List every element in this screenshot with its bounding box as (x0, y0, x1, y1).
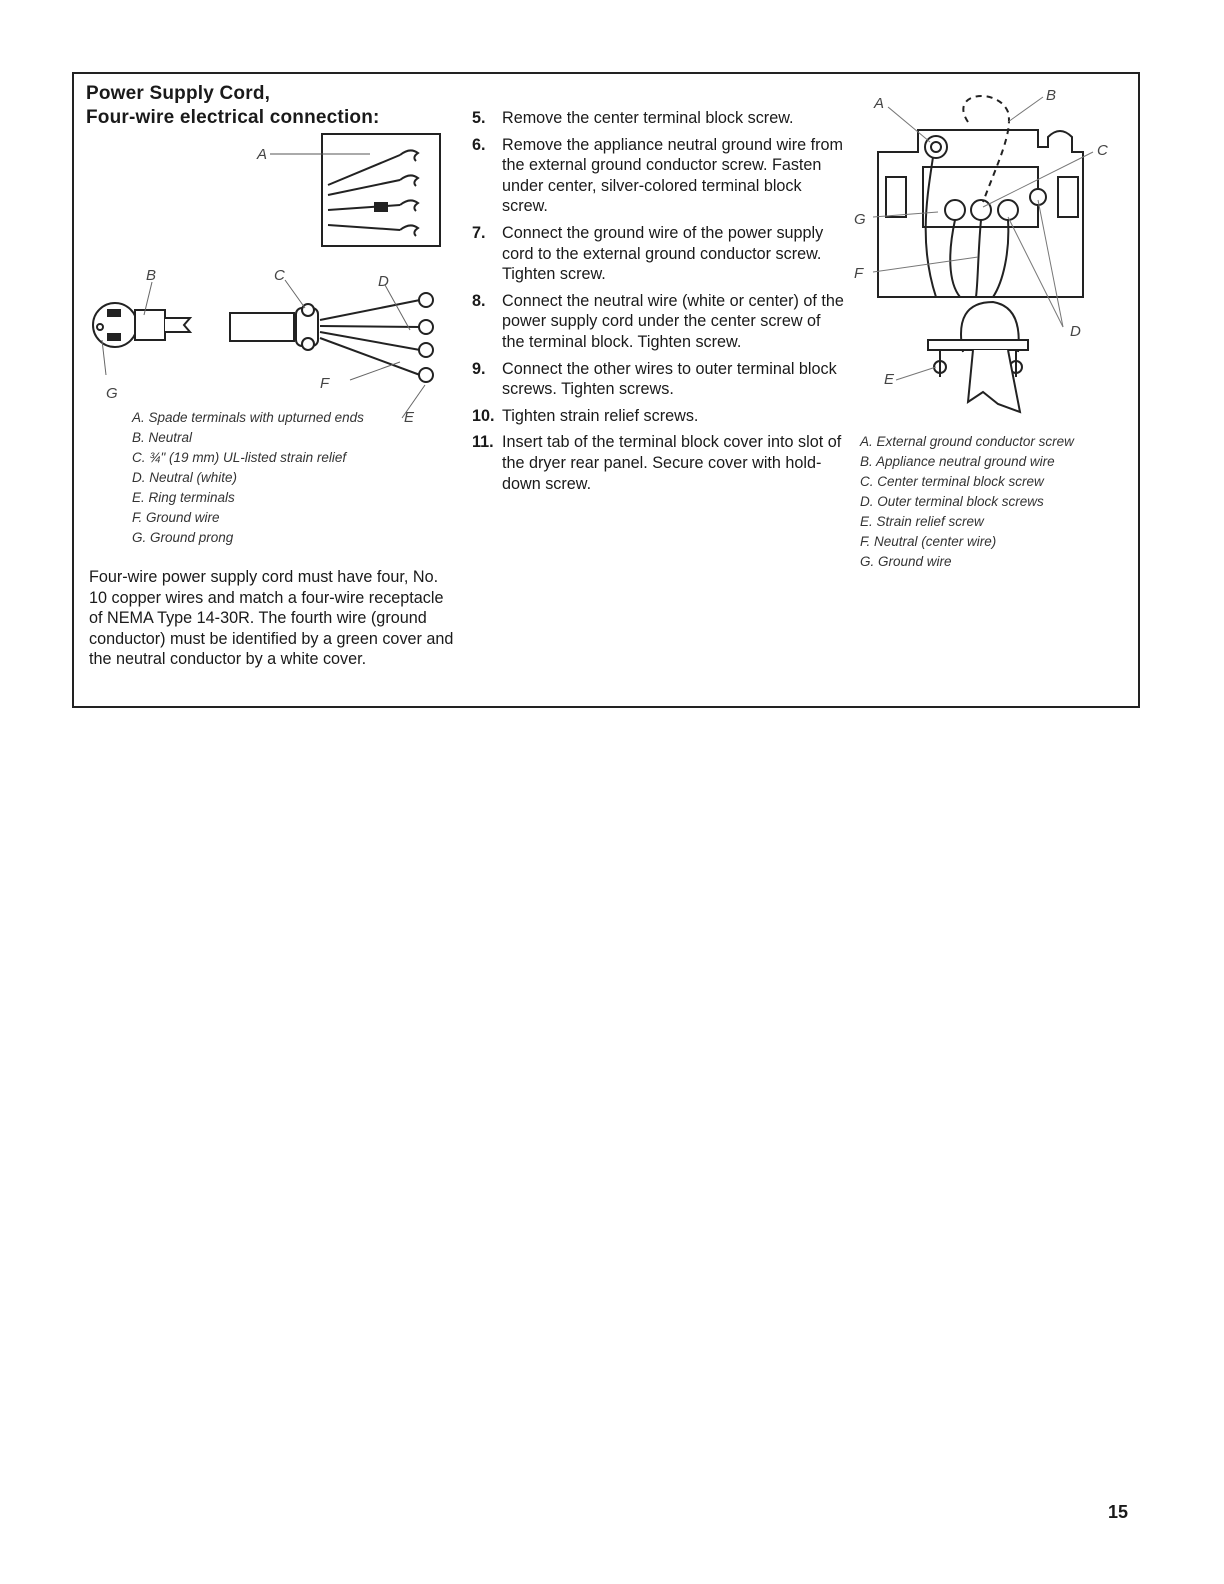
section-heading (86, 82, 380, 130)
cord-requirements-paragraph: Four-wire power supply cord must have four, No. 10 copper wires and match a four-wire receptacle of NEMA Type 14-30R. The fourth wire (ground conductor) must be identified by a green cover and the neutral conductor by a white cover. (89, 568, 454, 669)
step-item (472, 291, 844, 353)
cord-legend (132, 408, 364, 548)
callout-c: C (274, 267, 285, 284)
block-legend-item: D. Outer terminal block screws (860, 494, 1044, 509)
block-callout-a: A (874, 95, 885, 112)
instruction-steps (472, 108, 844, 500)
block-callout-c: C (1097, 142, 1108, 159)
step-number: 10. (472, 406, 495, 425)
callout-d: D (378, 273, 389, 290)
block-legend-item: F. Neutral (center wire) (860, 534, 997, 549)
spade-terminals-inset (322, 134, 440, 246)
step-item (472, 359, 844, 400)
terminal-block-diagram (848, 82, 1128, 422)
step-text: Insert tab of the terminal block cover into slot of the dryer rear panel. Secure cover with hold-down screw. (502, 433, 842, 493)
heading-line-2: Four-wire electrical connection: (86, 107, 380, 128)
cord-legend-item: G. Ground prong (132, 530, 234, 545)
block-callout-d: D (1070, 323, 1081, 340)
step-text: Remove the center terminal block screw. (502, 109, 794, 127)
cord-diagram (80, 130, 460, 430)
step-number: 6. (472, 135, 486, 154)
block-legend (860, 432, 1074, 572)
block-callout-b: B (1046, 87, 1057, 104)
step-number: 9. (472, 359, 486, 378)
block-legend-item: B. Appliance neutral ground wire (860, 454, 1055, 469)
block-callout-g: G (854, 211, 866, 228)
callout-g: G (106, 385, 118, 402)
step-number: 8. (472, 291, 486, 310)
cord-legend-item: F. Ground wire (132, 510, 220, 525)
block-legend-item: G. Ground wire (860, 554, 952, 569)
block-legend-item: C. Center terminal block screw (860, 474, 1044, 489)
cord-legend-item: C. ¾" (19 mm) UL-listed strain relief (132, 450, 347, 465)
page-number: 15 (1108, 1502, 1129, 1522)
block-callout-f: F (854, 265, 864, 282)
step-item (472, 432, 844, 494)
terminal-block-svg (848, 82, 1128, 422)
step-number: 5. (472, 109, 486, 127)
step-text: Connect the ground wire of the power supply cord to the external ground conductor screw. Tighten screw. (502, 223, 824, 284)
cord-body (230, 293, 433, 382)
step-number: 11. (472, 433, 494, 452)
block-callout-e: E (884, 371, 895, 388)
plug-drawing (93, 303, 190, 347)
callout-f: F (320, 375, 330, 392)
cord-legend-item: B. Neutral (132, 430, 193, 445)
cord-diagram-svg (80, 130, 460, 430)
callout-a: A (257, 146, 268, 163)
step-item (472, 108, 844, 129)
heading-line-1: Power Supply Cord, (86, 83, 271, 104)
step-number: 7. (472, 223, 486, 242)
cord-legend-item: A. Spade terminals with upturned ends (132, 410, 364, 425)
step-text: Remove the appliance neutral ground wire from the external ground conductor screw. Fasten under center, silver-colored terminal block screw. (502, 135, 844, 216)
block-legend-item: A. External ground conductor screw (860, 434, 1074, 449)
block-legend-item: E. Strain relief screw (860, 514, 984, 529)
callout-e: E (404, 409, 415, 426)
step-item (472, 135, 844, 217)
cord-legend-item: D. Neutral (white) (132, 470, 238, 485)
cord-legend-item: E. Ring terminals (132, 490, 235, 505)
cord-callout-lines (102, 280, 425, 418)
step-text: Connect the neutral wire (white or center) of the power supply cord under the center screw of the terminal block. Tighten screw. (502, 291, 844, 351)
step-item (472, 406, 844, 427)
step-text: Connect the other wires to outer terminal block screws. Tighten screws. (502, 359, 837, 399)
step-text: Tighten strain relief screws. (502, 406, 699, 425)
callout-b: B (146, 267, 157, 284)
step-item (472, 223, 844, 285)
